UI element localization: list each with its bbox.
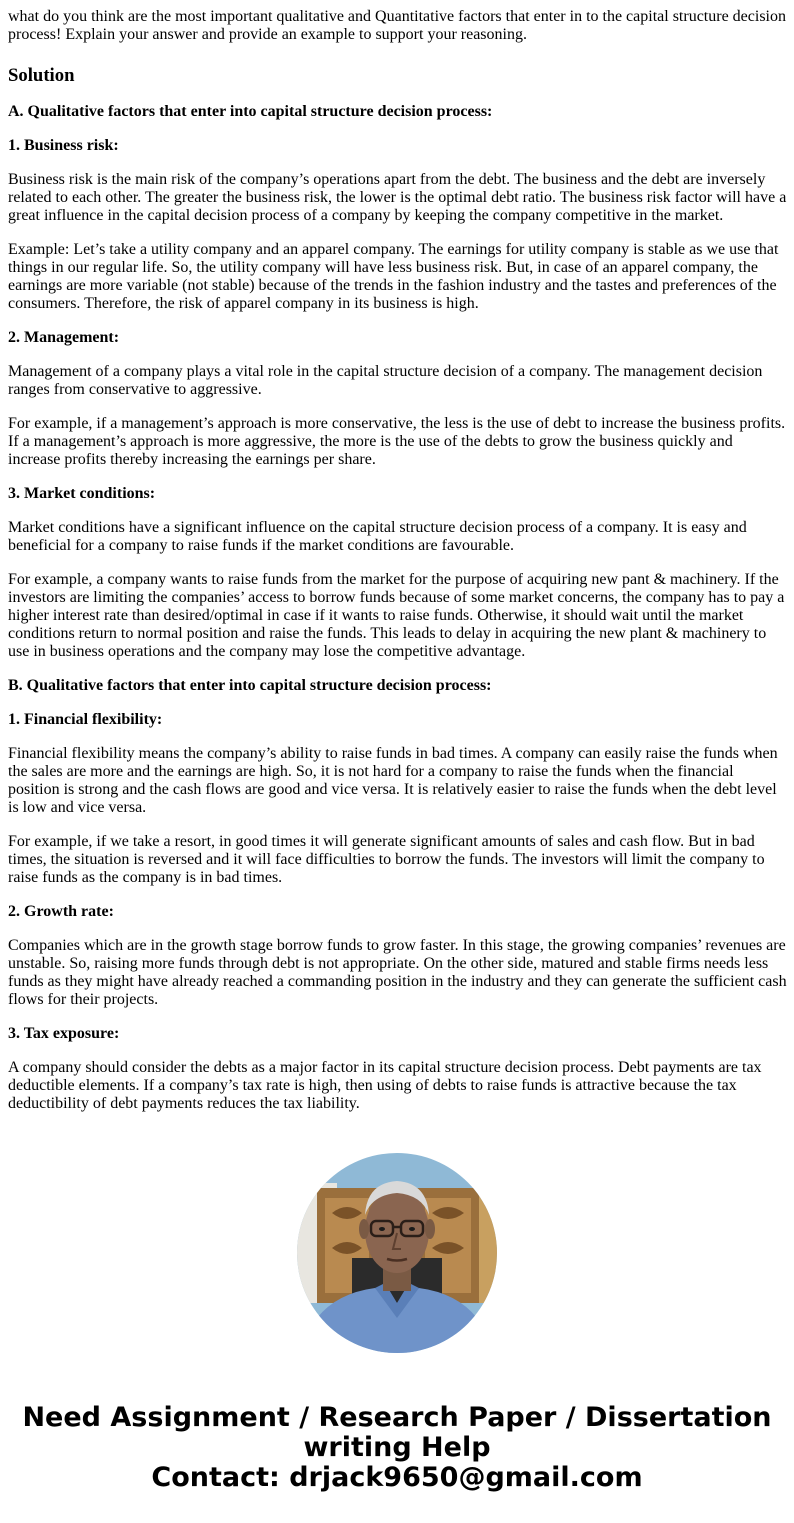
banner-line-1: Need Assignment / Research Paper / Dissertation (22, 1402, 772, 1433)
item-b2-title: 2. Growth rate: (8, 903, 114, 920)
item-a3-paragraph-1: Market conditions have a significant influence on the capital structure decision process of a company. It is easy and beneficial for a company to raise funds if the market conditions are favourable. (8, 519, 747, 554)
question-text: what do you think are the most important qualitative and Quantitative factors that enter in to the capital structure decision process! Explain your answer and provide an example to support your reasoning. (8, 8, 786, 43)
contact-banner (0, 1403, 794, 1493)
item-a1-title: 1. Business risk: (8, 137, 119, 154)
item-a3-paragraph-2: For example, a company wants to raise funds from the market for the purpose of acquiring new pant & machinery. If the investors are limiting the companies’ access to borrow funds because of some market concerns, the company has to pay a higher interest rate than desired/optimal in case if it wants to raise funds. Otherwise, it should wait until the market conditions return to normal position and raise the funds. This leads to delay in acquiring the new plant & machinery to use in business operations and the company may lose the competitive advantage. (8, 571, 785, 660)
item-b1-paragraph-1: Financial flexibility means the company’s ability to raise funds in bad times. A company can easily raise the funds when the sales are more and the earnings are high. So, it is not hard for a company to raise the funds when the financial position is strong and the cash flows are good and vice versa. It is relatively easier to raise the funds when the debt level is low and vice versa. (8, 745, 778, 816)
item-a2-paragraph-1: Management of a company plays a vital role in the capital structure decision of a company. The management decision ranges from conservative to aggressive. (8, 363, 763, 398)
section-b-heading: B. Qualitative factors that enter into capital structure decision process: (8, 677, 492, 694)
item-a1-paragraph-1: Business risk is the main risk of the company’s operations apart from the debt. The business and the debt are inversely related to each other. The greater the business risk, the lower is the optimal debt ratio. The business risk factor will have a great influence in the capital decision process of a company by keeping the company competitive in the market. (8, 171, 787, 224)
item-b1-title: 1. Financial flexibility: (8, 711, 163, 728)
solution-title: Solution (8, 65, 75, 86)
author-avatar (297, 1153, 497, 1353)
item-a2-paragraph-2: For example, if a management’s approach is more conservative, the less is the use of debt to increase the business profits. If a management’s approach is more aggressive, the more is the use of the debts to grow the business quickly and increase profits thereby increasing the earnings per share. (8, 415, 786, 468)
banner-line-2: writing Help (303, 1432, 491, 1463)
item-b1-paragraph-2: For example, if we take a resort, in good times it will generate significant amounts of sales and cash flow. But in bad times, the situation is reversed and it will face difficulties to borrow the funds. The investors will limit the company to raise funds as the company is in bad times. (8, 833, 765, 886)
item-a2-title: 2. Management: (8, 329, 120, 346)
item-a3-title: 3. Market conditions: (8, 485, 156, 502)
section-a-heading: A. Qualitative factors that enter into capital structure decision process: (8, 103, 493, 120)
item-b3-title: 3. Tax exposure: (8, 1025, 120, 1042)
author-portrait-image (297, 1153, 497, 1353)
item-a1-paragraph-2: Example: Let’s take a utility company and an apparel company. The earnings for utility company is stable as we use that things in our regular life. So, the utility company will have less business risk. But, in case of an apparel company, the earnings are more variable (not stable) because of the trends in the fashion industry and the tastes and preferences of the consumers. Therefore, the risk of apparel company in its business is high. (8, 241, 779, 312)
item-b3-paragraph-1: A company should consider the debts as a major factor in its capital structure decision process. Debt payments are tax deductible elements. If a company’s tax rate is high, then using of debts to raise funds is attractive because the tax deductibility of debt payments reduces the tax liability. (8, 1059, 762, 1112)
banner-contact-email: Contact: drjack9650@gmail.com (151, 1462, 643, 1493)
article (8, 8, 788, 1113)
item-b2-paragraph-1: Companies which are in the growth stage borrow funds to grow faster. In this stage, the growing companies’ revenues are unstable. So, raising more funds through debt is not appropriate. On the other side, matured and stable firms needs less funds as they might have already reached a commanding position in the industry and they can generate the sufficient cash flows for their projects. (8, 937, 787, 1008)
